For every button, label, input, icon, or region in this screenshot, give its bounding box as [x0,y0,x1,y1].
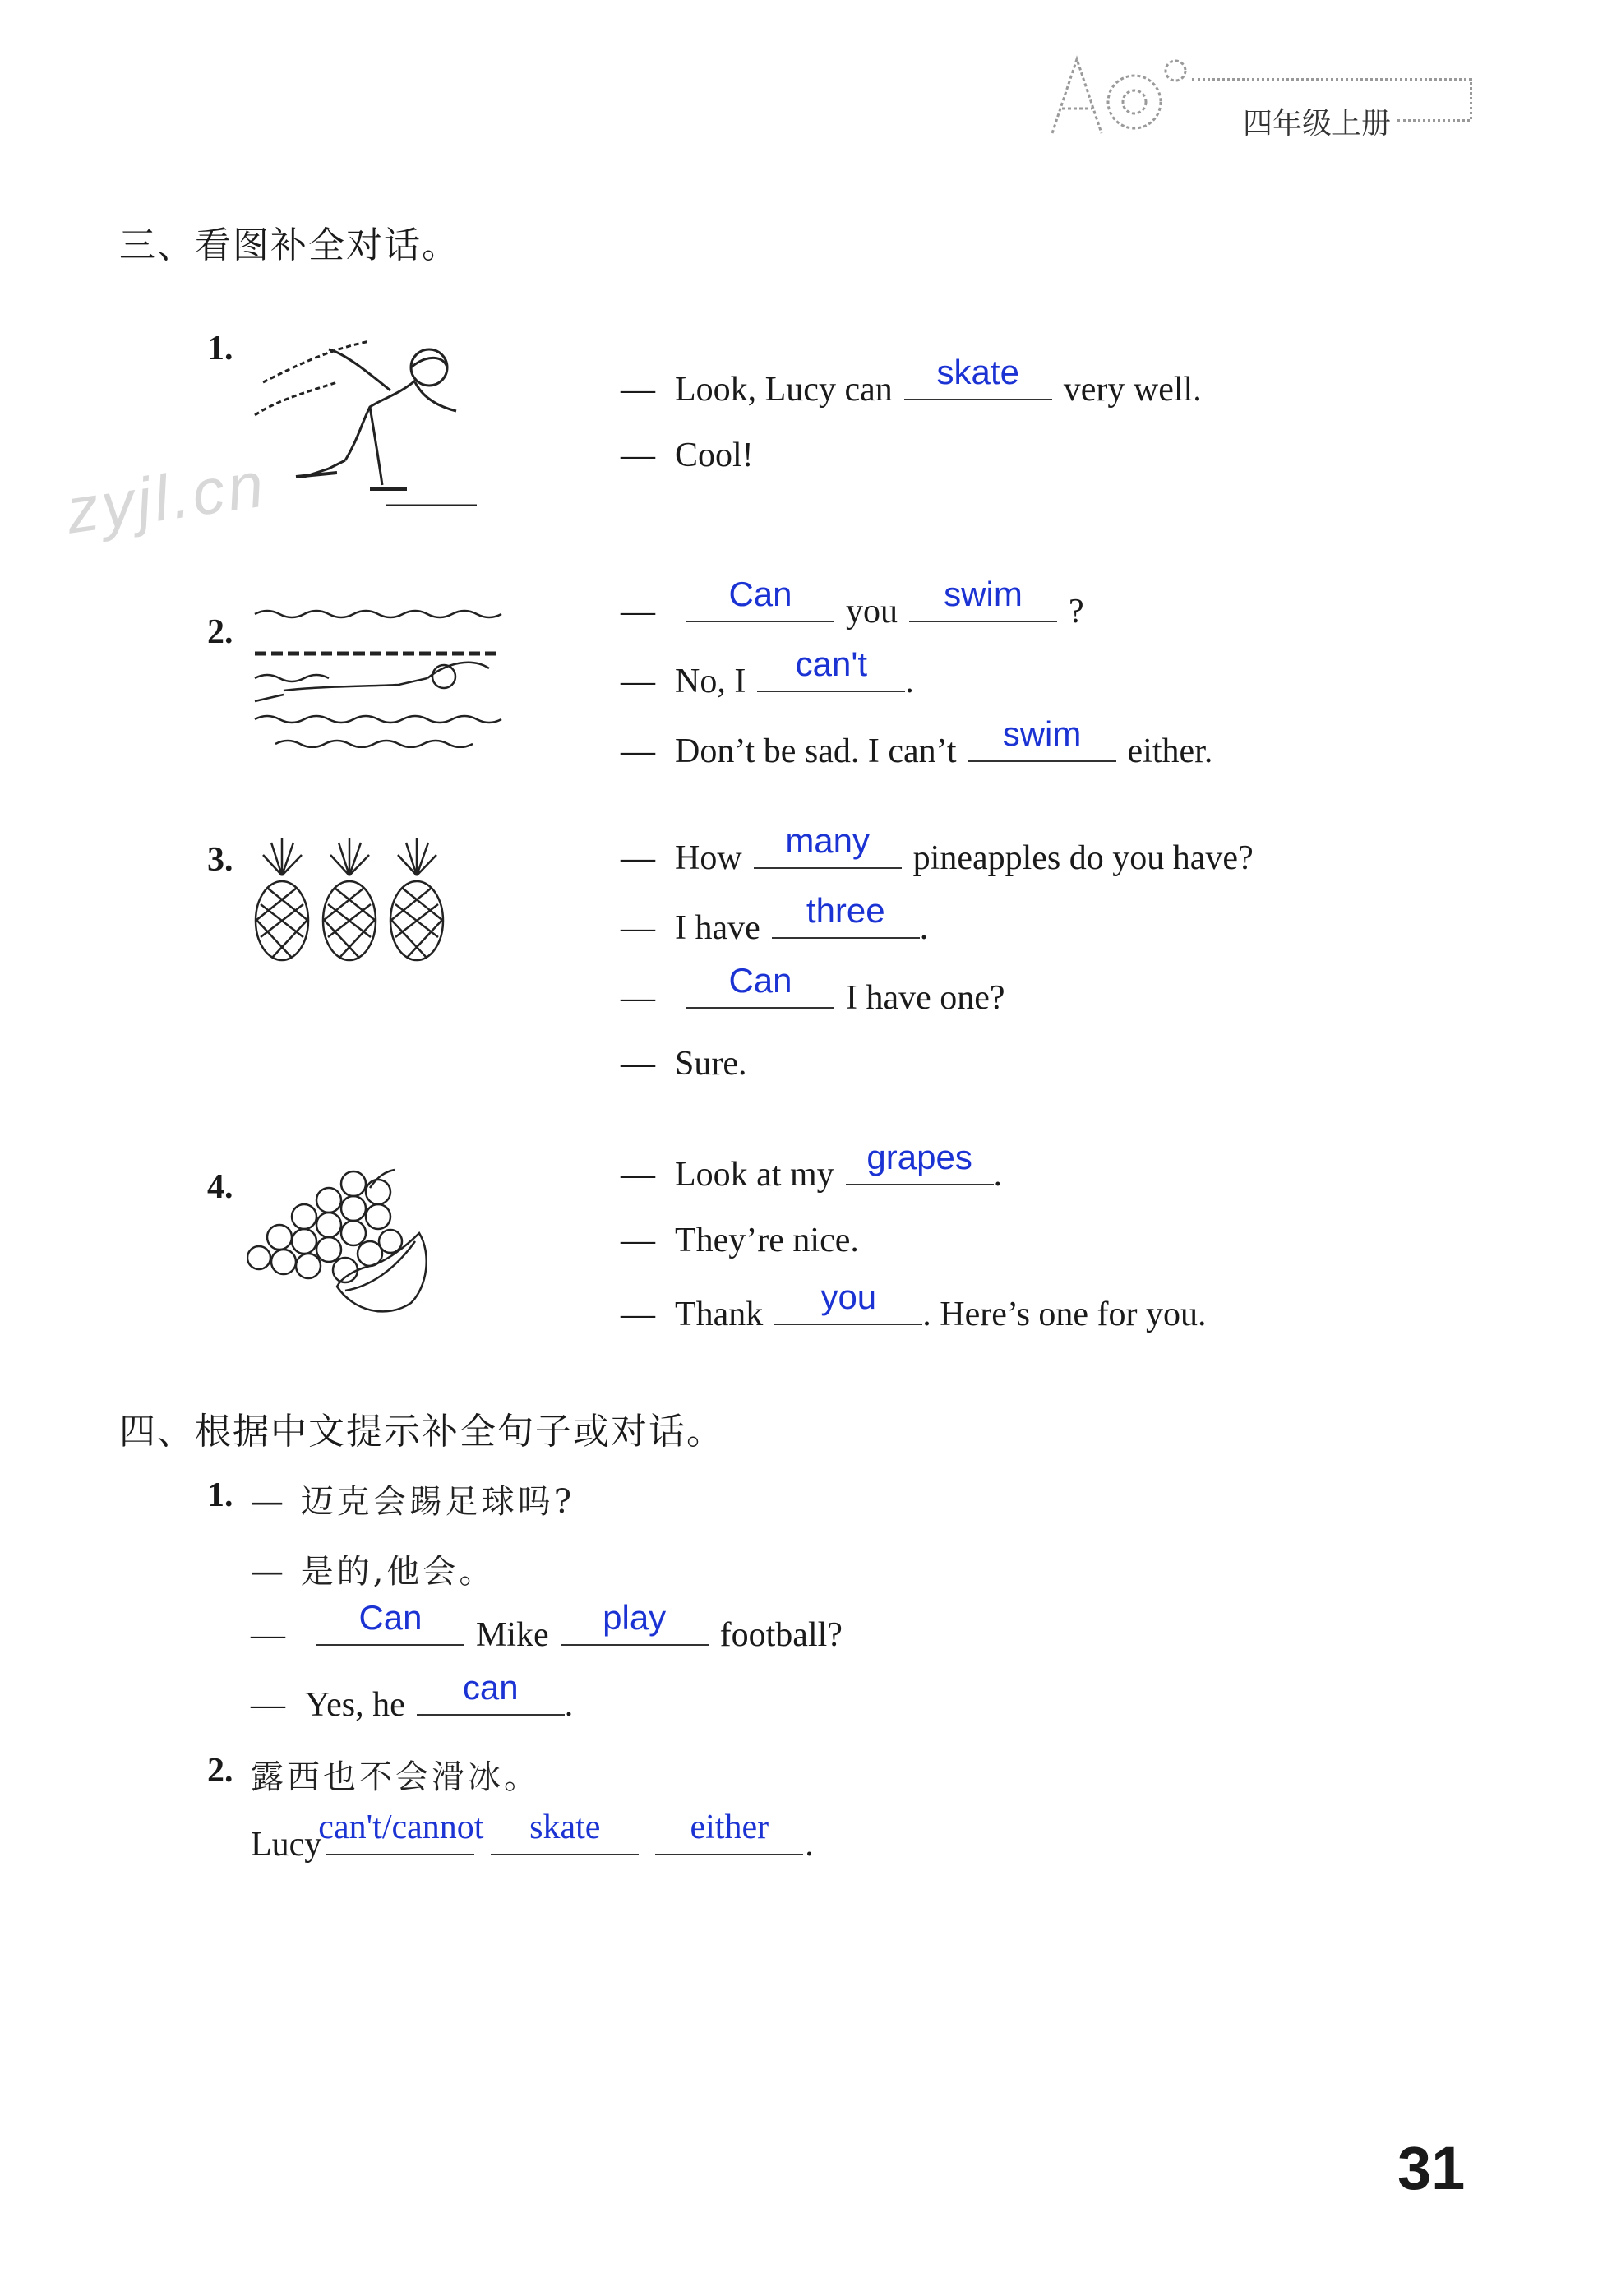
dialog-text: Yes, he [305,1686,405,1724]
dialog-text: Don’t be sad. I can’t [675,732,957,770]
dialog-line [251,1598,843,1655]
dash: — [621,437,655,474]
dialog-text: I have one? [846,979,1005,1017]
answer-blank[interactable] [686,575,834,622]
page-number: 31 [1397,2134,1466,2202]
answer-blank[interactable] [904,353,1052,400]
dialog-text: football? [719,1616,843,1654]
dialog-text: either. [1127,732,1213,770]
dialog-line [621,575,1084,631]
answer-blank[interactable] [909,575,1057,622]
answer-text: Can [728,961,792,1000]
dialog-text: you [846,593,898,631]
section3-title: 三、看图补全对话。 [119,224,460,266]
answer-text: three [806,891,885,930]
dialog-line [621,1138,1003,1194]
dialog-line [621,1221,859,1260]
item-number: 1. [207,1476,233,1514]
dialog-text: They’re nice. [675,1222,859,1259]
answer-text: play [603,1598,667,1637]
answer-blank[interactable] [655,1809,803,1855]
section4-title: 四、根据中文提示补全句子或对话。 [119,1411,724,1453]
dash: — [621,663,655,700]
dialog-line [621,714,1213,771]
answer-text: swim [1002,714,1082,753]
dash: — [621,1045,655,1083]
watermark: zyjl.cn [61,447,271,547]
answer-text: skate [529,1809,601,1846]
answer-text: grapes [866,1138,972,1176]
dialog-text: Sure. [675,1045,747,1083]
dialog-text: Cool! [675,437,754,474]
answer-sentence [251,1809,814,1864]
grapes-illustration [247,1163,444,1328]
dialog-line [621,1044,747,1083]
dash: — [621,1156,655,1194]
dialog-text: . [564,1686,574,1724]
answer-blank[interactable] [754,821,902,869]
dialog-line [621,436,754,475]
dialog-line [251,1668,574,1725]
dialog-line [621,644,914,701]
dialog-text: . [805,1826,814,1864]
dash: — [621,732,655,770]
item-number: 2. [207,1752,233,1790]
chinese-prompt: — 是的,他会。 [251,1553,496,1591]
answer-blank[interactable] [686,961,834,1009]
item-number: 1. [207,330,233,367]
answer-text: many [785,821,871,860]
item-number: 2. [207,613,233,651]
answer-text: swim [944,575,1023,613]
answer-blank[interactable] [318,1809,484,1855]
answer-blank[interactable] [774,1277,922,1325]
answer-text: can't [795,644,868,683]
dialog-text: Look, Lucy can [675,371,893,409]
answer-text: can't/cannot [318,1809,484,1846]
dash: — [621,1296,655,1333]
answer-text: you [820,1277,877,1316]
answer-text: can [462,1668,519,1707]
dash: — [621,909,655,947]
answer-blank[interactable] [316,1598,464,1646]
answer-blank[interactable] [757,644,905,692]
dialog-text: Thank [675,1296,764,1333]
dialog-text: very well. [1063,371,1202,409]
dialog-text: . Here’s one for you. [922,1296,1207,1333]
answer-text: Can [728,575,792,613]
dialog-text: . [993,1156,1003,1194]
dialog-text: Mike [476,1616,549,1654]
dialog-text: ? [1069,593,1084,631]
answer-blank[interactable] [968,714,1116,762]
dash: — [621,1222,655,1259]
item-number: 4. [207,1168,233,1206]
header-dotted-under [1397,119,1470,122]
chinese-prompt: 露西也不会滑冰。 [251,1758,540,1796]
dash: — [621,593,655,631]
dialog-text: No, I [675,663,746,700]
dialog-text: How [675,839,742,877]
pineapples-illustration [251,838,456,962]
dialog-line [621,891,929,948]
answer-blank[interactable] [417,1668,565,1716]
dash: — [251,1616,285,1654]
dialog-text: Lucy [251,1826,322,1864]
answer-blank[interactable] [772,891,920,939]
dash: — [621,839,655,877]
answer-blank[interactable] [561,1598,709,1646]
dialog-line [621,353,1202,409]
header-grade: 四年级上册 [1243,107,1392,141]
dialog-text: Look at my [675,1156,834,1194]
header-dotted-line [1192,78,1471,81]
answer-blank[interactable] [846,1138,994,1185]
answer-text: skate [936,353,1019,391]
dialog-text: I have [675,909,760,947]
answer-text: Can [358,1598,423,1637]
dialog-line [621,1277,1207,1334]
dash: — [251,1686,285,1724]
item-number: 3. [207,841,233,879]
dash: — [621,979,655,1017]
dialog-text: . [919,909,929,947]
skater-illustration [247,316,485,506]
dialog-line [621,821,1254,878]
header-dotted-right [1470,78,1472,119]
dialog-text: pineapples do you have? [912,839,1254,877]
answer-text: either [690,1809,769,1846]
answer-blank[interactable] [491,1809,639,1855]
dialog-text: . [905,663,914,700]
header-logo [1044,51,1192,141]
swimmer-illustration [251,604,506,748]
dialog-line [621,961,1005,1018]
dash: — [621,371,655,409]
chinese-prompt: — 迈克会踢足球吗? [251,1483,575,1521]
